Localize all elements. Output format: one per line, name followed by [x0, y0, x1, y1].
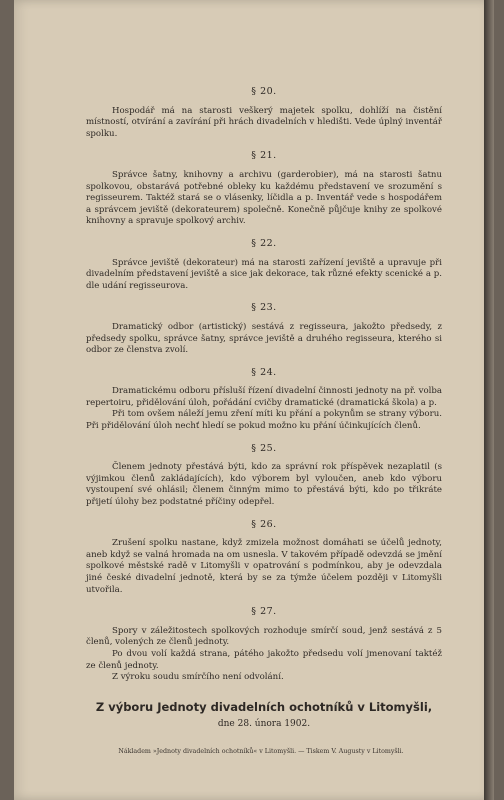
section-paragraph: Z výroku soudu smírčího není odvolání. [112, 672, 284, 683]
section-number: § 26. [251, 518, 277, 530]
statutes-text [86, 86, 442, 731]
section-number: § 22. [251, 237, 277, 249]
section-paragraph: Správce šatny, knihovny a archivu (garderobier), má na starosti šatnu spolkovou, obstarává potřebné obleky ku každému představení ve srozumění s regisseurem. Taktéž stará se o vlásenky, líčidla a p. Inventář vede s hospodářem a správcem jeviště (dekorateurem) společně. Konečně půjčuje knihy ze spolkové knihovny a spravuje spolkový archiv. [86, 169, 442, 227]
section-number: § 24. [251, 366, 277, 378]
section-20 [86, 86, 442, 140]
section-paragraph: Správce jeviště (dekorateur) má na starosti zařízení jeviště a upravuje při divadelním představení jeviště a sice jak dekorace, tak různé efekty scenické a p. dle udání regisseurova. [86, 257, 442, 291]
section-24 [86, 367, 442, 433]
section-number: § 25. [251, 442, 277, 454]
section-number: § 20. [251, 86, 277, 97]
section-26 [86, 519, 442, 597]
closing-signature-line: Z výboru Jednoty divadelních ochotníků v Litomyšli, [95, 699, 433, 714]
printer-footer: Nákladem »Jednoty divadelních ochotníků« v Litomyšli. — Tiskem V. Augusty v Litomyšli. [118, 748, 404, 755]
section-paragraph: Dramatickému odboru přísluší řízení divadelní činnosti jednoty na př. volba repertoiru, přidělování úloh, pořádání cvičby dramatické (dramatická škola) a p. [86, 386, 442, 408]
section-paragraph: Hospodář má na starosti veškerý majetek spolku, dohlíží na čistění místností, otvírání a zavírání při hrách divadelních v hledišti. Vede úplný inventář spolku. [86, 105, 442, 139]
section-paragraph: Při tom ovšem náleží jemu zření míti ku přání a pokynům se strany výboru. Při přidělování úloh nechť hledí se pokud možno ku přání účinkujících členů. [86, 409, 442, 432]
section-25 [86, 443, 442, 509]
section-paragraph: Po dvou volí každá strana, pátého jakožto předsedu volí jmenovaní taktéž ze členů jednoty. [86, 648, 442, 671]
section-23 [86, 302, 442, 356]
section-paragraph: Dramatický odbor (artistický) sestává z regisseura, jakožto předsedy, z předsedy spolku, správce šatny, správce jeviště a druhého regisseura, kterého si odbor ze členstva zvolí. [86, 321, 442, 356]
section-21 [86, 150, 442, 228]
document-date: dne 28. února 1902. [217, 719, 311, 730]
section-22 [86, 238, 442, 292]
section-paragraph: Zrušení spolku nastane, když zmizela možnost domáhati se účelů jednoty, aneb když se valná hromada na om usnesla. V takovém případě odevzdá se jmění spolkové městské radě v Litomyšli v opatrování s podmínkou, aby je odevzdala jiné české divadelní jednotě, která by se za týmže účelem později v Litomyšli utvořila. [86, 538, 442, 595]
section-number: § 23. [251, 302, 277, 314]
page-edge-shadow [484, 0, 494, 800]
section-27 [86, 606, 442, 684]
document-page [14, 0, 494, 800]
section-paragraph: Spory v záležitostech spolkových rozhoduje smírčí soud, jenž sestává z 5 členů, volených ze členů jednoty. [86, 625, 442, 648]
section-paragraph: Členem jednoty přestává býti, kdo za správní rok příspěvek nezaplatil (s výjimkou členů zakládajících), kdo výborem byl vyloučen, aneb kdo výboru vystoupení své ohlásil; členem činným mimo to přestává býti, kdo po třikráte přijetí úlohy bez podstatné příčiny odepřel. [86, 462, 442, 508]
section-number: § 21. [251, 150, 277, 162]
section-number: § 27. [251, 606, 277, 618]
